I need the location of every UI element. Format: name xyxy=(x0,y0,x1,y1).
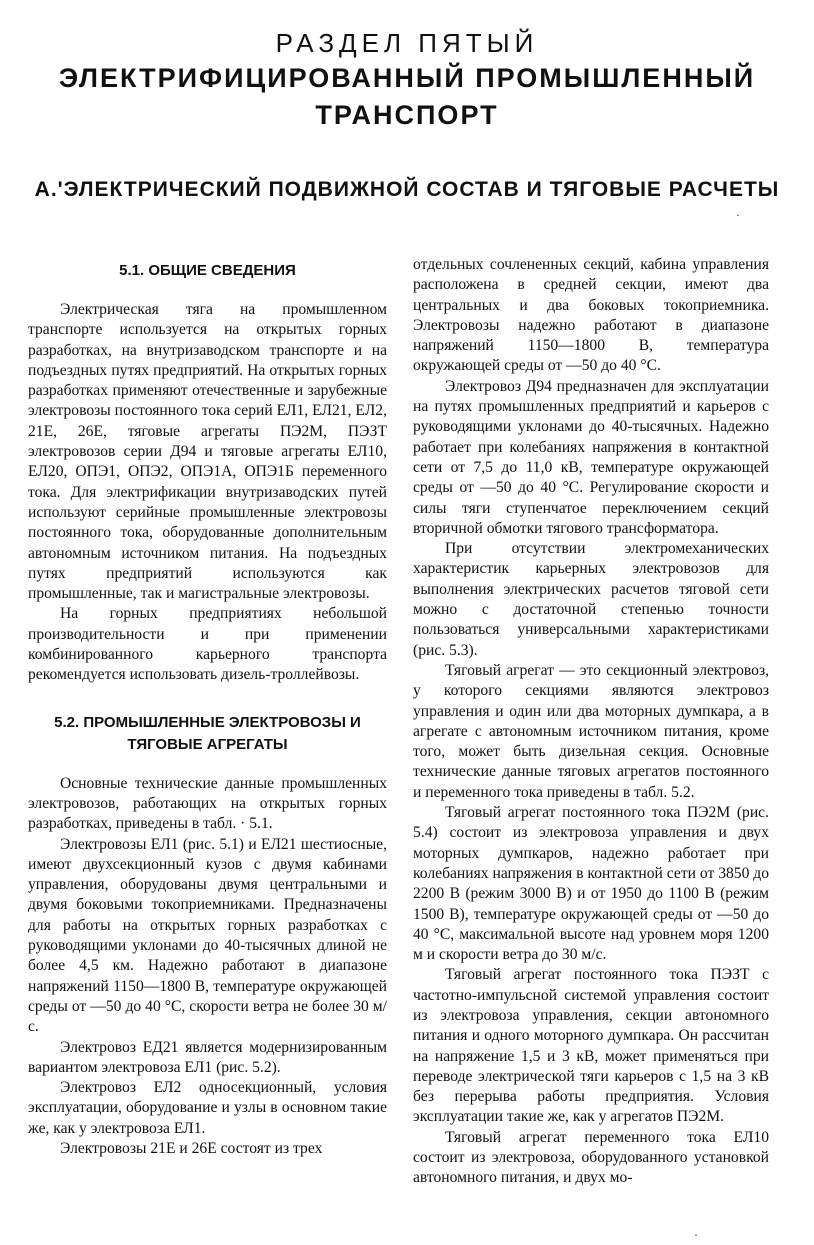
subsection-heading-line-1: 5.2. ПРОМЫШЛЕННЫЕ ЭЛЕКТРОВОЗЫ И xyxy=(54,713,361,731)
scan-speck-mark: · xyxy=(736,208,740,222)
chapter-title: А.'ЭЛЕКТРИЧЕСКИЙ ПОДВИЖНОЙ СОСТАВ И ТЯГОВЫЕ РАСЧЕТЫ xyxy=(34,178,780,201)
section-kicker: РАЗДЕЛ ПЯТЫЙ xyxy=(275,28,539,58)
paragraph: Электрическая тяга на промышленном транспорте используется на открытых горных разработках, на внутризаводском транспорте и на подъездных путях предприятий. На открытых горных разработках применяют отечественные и зарубежные электровозы постоянного тока серий ЕЛ1, ЕЛ21, ЕЛ2, 21Е, 26Е, тяговые агрегаты ПЭ2М, ПЭЗТ электровозов серии Д94 и тяговые агрегаты ЕЛ10, ЕЛ20, ОПЭ1, ОПЭ2, ОПЭ1А, ОПЭ1Б переменного тока. Для электрификации внутризаводских путей используют серийные промышленные электровозы постоянного тока, оборудованные дополнительным автономным источником питания. На подъездных путях предприятий используются как промышленные, так и магистральные электровозы. xyxy=(28,301,387,603)
subsection-heading-5-1: 5.1. ОБЩИЕ СВЕДЕНИЯ xyxy=(119,262,296,279)
paragraph: Основные технические данные промышленных электровозов, работающих на открытых горных разработках, приведены в табл. · 5.1. xyxy=(28,774,387,833)
scan-speck-mark: · xyxy=(694,1228,698,1242)
section-title-line-2: ТРАНСПОРТ xyxy=(315,100,499,130)
paragraph: Тяговый агрегат — это секционный электровоз, у которого секциями являются электровоз управления и один или два моторных думпкара, а в агрегате с автономным источником питания, кроме того, может быть дизельная секция. Основные технические данные тяговых агрегатов постоянного и переменного тока приведены в табл. 5.2. xyxy=(413,661,769,801)
paragraph: На горных предприятиях небольшой производительности и при применении комбинированного карьерного транспорта рекомендуется использовать дизель-троллейвозы. xyxy=(28,605,387,684)
left-column xyxy=(28,255,387,1159)
paragraph: Электровоз Д94 предназначен для эксплуатации на путях промышленных предприятий и карьеров с руководящими уклонами до 40-тысячных. Надежно работает при колебаниях напряжения в контактной сети от 7,5 до 11,0 кВ, температуре окружающей среды от —50 до 40 °С. Регулирование скорости и силы тяги ступенчатое переключением секций вторичной обмотки тягового трансформатора. xyxy=(413,377,769,537)
subsection-heading-5-2 xyxy=(28,712,387,756)
paragraph-continued: отдельных сочлененных секций, кабина управления расположена в средней секции, имеют два центральных и два боковых токоприемника. Электровозы надежно работают в диапазоне напряжений 1150—1800 В, температура окружающей среды от —50 до 40 °С. xyxy=(413,256,769,375)
paragraph: Электровоз ЕЛ2 односекционный, условия эксплуатации, оборудование и узлы в основном такие же, как у электровоза ЕЛ1. xyxy=(28,1079,387,1137)
paragraph: Электровозы ЕЛ1 (рис. 5.1) и ЕЛ21 шестиосные, имеют двухсекционный кузов с двумя кабинами управления, оборудованы двумя центральными и двумя боковыми токоприемниками. Предназначены для работы на открытых горных разработках с руководящими уклонами до 40-тысячных длиной не более 4,5 км. Надежно работают в диапазоне напряжений 1150—1800 В, температуре окружающей среды от —50 до 40 °С, скорости ветра не более 30 м/с. xyxy=(28,835,387,1036)
paragraph: Тяговый агрегат переменного тока ЕЛ10 состоит из электровоза, оборудованного установкой автономного питания, и двух мо- xyxy=(413,1128,769,1187)
subsection-heading-line-2: ТЯГОВЫЕ АГРЕГАТЫ xyxy=(127,735,288,753)
paragraph: Электровозы 21Е и 26Е состоят из трех xyxy=(60,1139,323,1157)
paragraph: При отсутствии электромеханических характеристик карьерных электровозов для выполнения электрических расчетов тяговой сети можно с достаточной степенью точности пользоваться универсальными характеристиками (рис. 5.3). xyxy=(413,540,769,659)
section-header xyxy=(0,28,814,132)
paragraph: Тяговый агрегат постоянного тока ПЭЗТ с частотно-импульсной системой управления состоит из электровоза управления, секции автономного питания и одного моторного думпкара. Он рассчитан на напряжение 1,5 и 3 кВ, может применяться при переводе электрической тяги карьеров с 1,5 на 3 кВ без перерыва работы предприятия. Условия эксплуатации такие же, как у агрегатов ПЭ2М. xyxy=(413,966,769,1126)
right-column xyxy=(413,255,769,1189)
paragraph: Тяговый агрегат постоянного тока ПЭ2М (рис. 5.4) состоит из электровоза управления и двух моторных думпкаров, надежно работает при колебаниях напряжения в контактной сети от 3850 до 2200 В (режим 3000 В) и от 1950 до 1100 В (режим 1500 В), температуре окружающей среды от —50 до 40 °С, максимальной высоте над уровнем моря 1200 м и скорости ветра до 30 м/с. xyxy=(413,804,770,964)
section-title-line-1: ЭЛЕКТРИФИЦИРОВАННЫЙ ПРОМЫШЛЕННЫЙ xyxy=(58,63,756,93)
paragraph: Электровоз ЕД21 является модернизированным вариантом электровоза ЕЛ1 (рис. 5.2). xyxy=(28,1038,387,1076)
